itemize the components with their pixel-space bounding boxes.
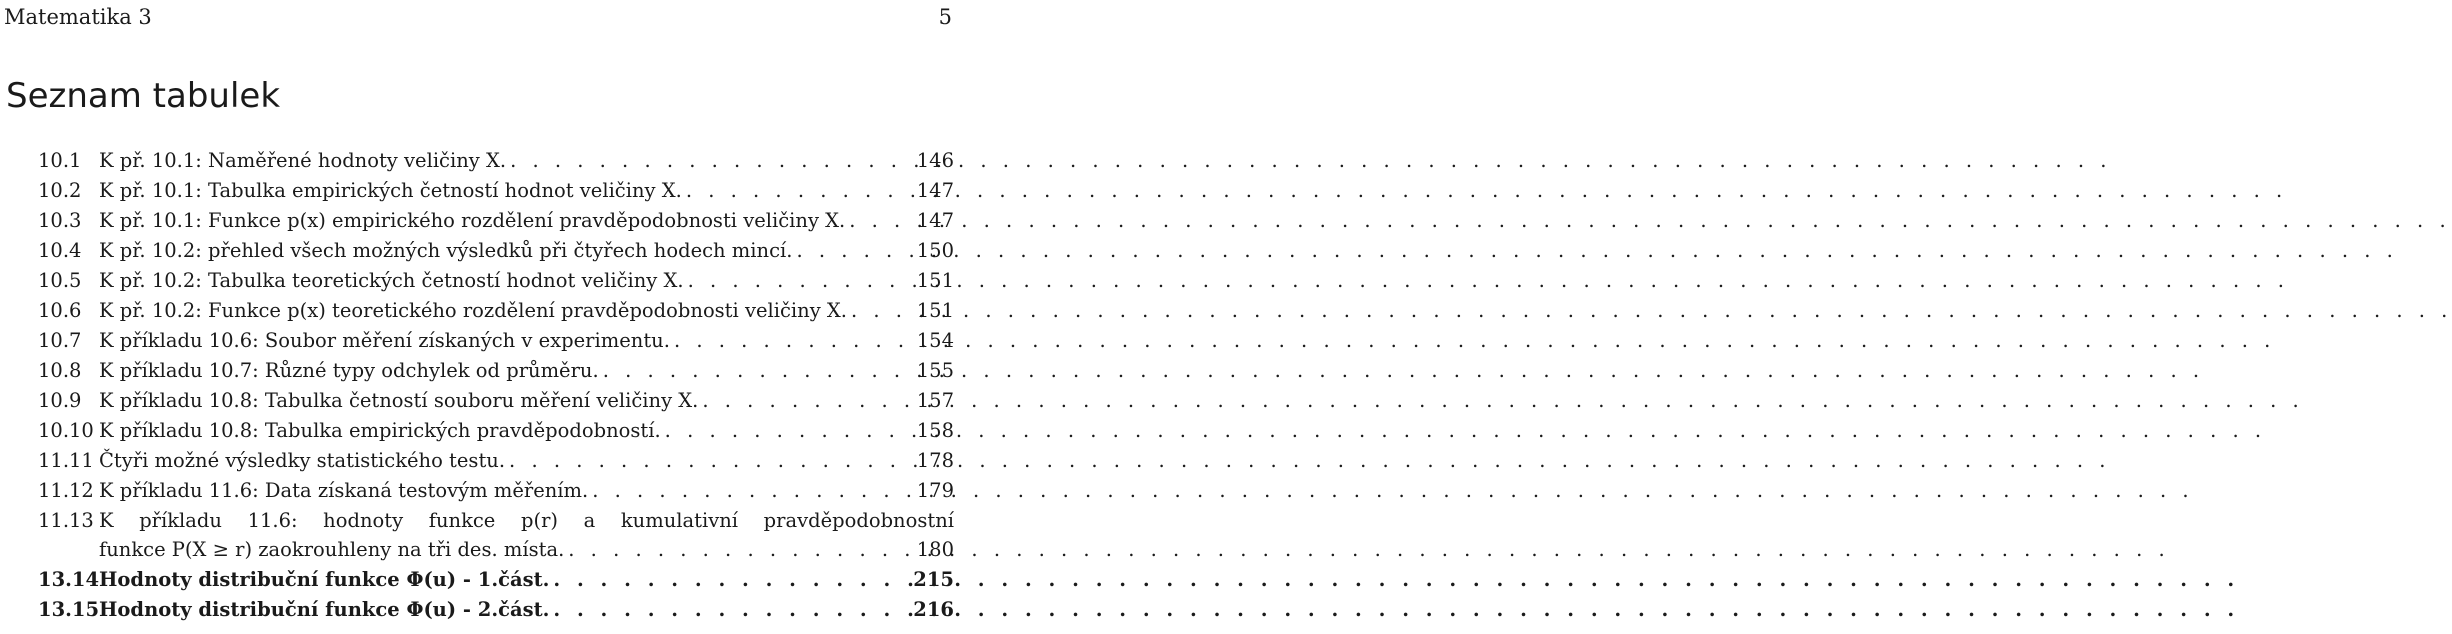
dot-leader <box>505 446 915 476</box>
entry-number: 10.6 <box>38 299 82 322</box>
entry-text: Hodnoty distribuční funkce Φ(u) - 1.část. <box>99 568 550 591</box>
toc-entry[interactable] <box>38 446 954 476</box>
entry-text: K př. 10.2: Tabulka teoretických četností hodnot veličiny X. <box>99 269 684 292</box>
entry-number: 11.11 <box>38 449 94 472</box>
list-of-tables <box>38 146 954 625</box>
toc-entry[interactable] <box>38 565 954 595</box>
entry-number: 13.15 <box>38 598 100 621</box>
toc-entry[interactable] <box>38 176 954 206</box>
toc-entry[interactable] <box>38 266 954 296</box>
dot-leader <box>661 416 915 446</box>
entry-page: 216 <box>913 598 954 621</box>
entry-text: Čtyři možné výsledky statistického testu. <box>99 449 506 472</box>
dot-leader <box>684 266 915 296</box>
entry-text: K př. 10.1: Naměřené hodnoty veličiny X. <box>99 149 507 172</box>
entry-number: 11.12 <box>38 479 94 502</box>
entry-text: K příkladu 10.8: Tabulka četností souboru měření veličiny X. <box>99 389 699 412</box>
entry-page: 151 <box>916 269 954 292</box>
toc-entry[interactable] <box>38 476 954 506</box>
entry-number: 10.4 <box>38 239 82 262</box>
dot-leader <box>792 236 914 266</box>
toc-entry[interactable] <box>38 326 954 356</box>
entry-page: 178 <box>916 449 954 472</box>
entry-page: 150 <box>916 239 954 262</box>
toc-entry[interactable] <box>38 416 954 446</box>
entry-text: K příkladu 10.8: Tabulka empirických pravděpodobností. <box>99 419 661 442</box>
dot-leader <box>670 326 915 356</box>
entry-text: K př. 10.1: Tabulka empirických četností hodnot veličiny X. <box>99 179 682 202</box>
entry-page: 180 <box>916 538 954 561</box>
dot-leader <box>845 206 915 236</box>
entry-number: 11.13 <box>38 509 94 532</box>
entry-number: 10.9 <box>38 389 82 412</box>
entry-number: 10.3 <box>38 209 82 232</box>
entry-text: K příkladu 11.6: Data získaná testovým měřením. <box>99 479 589 502</box>
toc-entry[interactable] <box>38 146 954 176</box>
dot-leader <box>599 356 915 386</box>
entry-number: 10.1 <box>38 149 82 172</box>
entry-number: 10.5 <box>38 269 82 292</box>
page-header <box>4 0 952 34</box>
entry-page: 215 <box>913 568 954 591</box>
entry-page: 179 <box>916 479 954 502</box>
entry-page: 157 <box>916 389 954 412</box>
entry-page: 147 <box>916 209 954 232</box>
toc-entry[interactable] <box>38 386 954 416</box>
entry-text-continued: funkce P(X ≥ r) zaokrouhleny na tři des. místa. <box>99 538 565 561</box>
dot-leader <box>682 176 915 206</box>
dot-leader <box>564 535 914 565</box>
dot-leader <box>549 565 911 595</box>
entry-number: 10.10 <box>38 419 94 442</box>
header-page-number: 5 <box>938 5 952 29</box>
entry-page: 154 <box>916 329 954 352</box>
entry-text: K př. 10.1: Funkce p(x) empirického rozdělení pravděpodobnosti veličiny X. <box>99 209 846 232</box>
dot-leader <box>847 296 915 326</box>
entry-text: K příkladu 11.6: hodnoty funkce p(r) a kumulativní pravděpodobnostní <box>99 509 954 532</box>
entry-text: K př. 10.2: Funkce p(x) teoretického rozdělení pravděpodobnosti veličiny X. <box>99 299 847 322</box>
dot-leader <box>549 595 911 625</box>
entry-number: 10.8 <box>38 359 82 382</box>
toc-entry[interactable] <box>38 356 954 386</box>
toc-entry[interactable] <box>38 296 954 326</box>
entry-page: 158 <box>916 419 954 442</box>
entry-text: K příkladu 10.6: Soubor měření získaných v experimentu. <box>99 329 670 352</box>
toc-entry[interactable] <box>38 595 954 625</box>
toc-entry-multiline[interactable] <box>38 506 954 535</box>
entry-page: 151 <box>916 299 954 322</box>
page-title: Seznam tabulek <box>6 76 281 116</box>
entry-text: K příkladu 10.7: Různé typy odchylek od průměru. <box>99 359 599 382</box>
header-book-title: Matematika 3 <box>4 5 152 29</box>
toc-entry[interactable] <box>38 236 954 266</box>
toc-entry-continuation[interactable] <box>38 535 954 565</box>
dot-leader <box>698 386 914 416</box>
entry-text: K př. 10.2: přehled všech možných výsledků při čtyřech hodech mincí. <box>99 239 793 262</box>
entry-page: 146 <box>916 149 954 172</box>
entry-number: 10.2 <box>38 179 82 202</box>
entry-page: 155 <box>916 359 954 382</box>
entry-number: 13.14 <box>38 568 100 591</box>
dot-leader <box>506 146 915 176</box>
dot-leader <box>588 476 915 506</box>
entry-number: 10.7 <box>38 329 82 352</box>
entry-page: 147 <box>916 179 954 202</box>
entry-text: Hodnoty distribuční funkce Φ(u) - 2.část. <box>99 598 550 621</box>
toc-entry[interactable] <box>38 206 954 236</box>
